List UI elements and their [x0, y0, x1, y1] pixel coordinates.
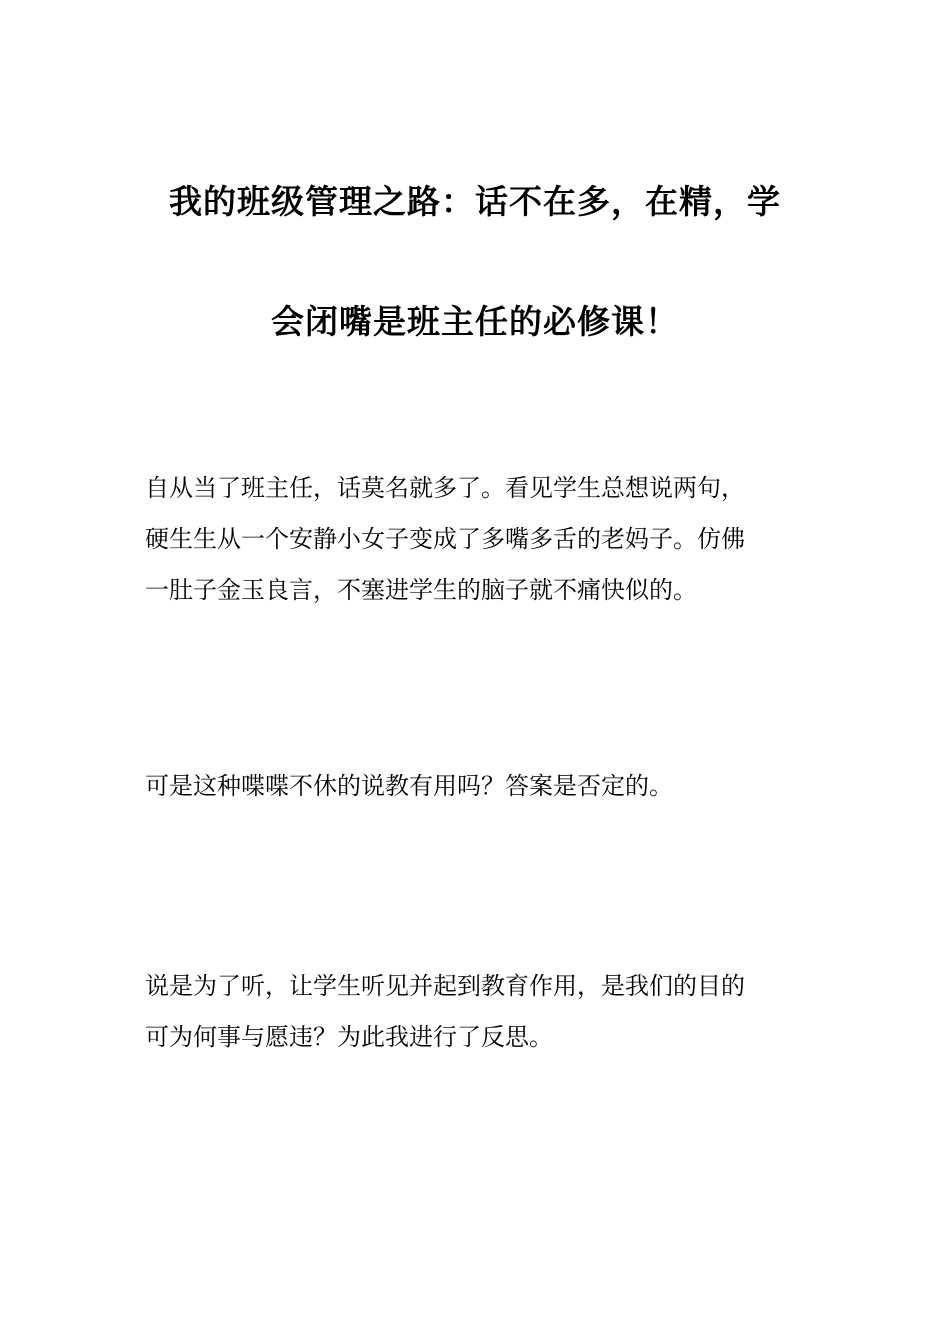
- paragraph-line: 一肚子金玉良言，不塞进学生的脑子就不痛快似的。: [145, 576, 697, 604]
- title-line-1: 我的班级管理之路：话不在多，在精，学: [169, 182, 781, 222]
- paragraph-2: [145, 761, 815, 812]
- paragraph-3: [145, 961, 815, 1063]
- paragraph-line: 自从当了班主任，话莫名就多了。看见学生总想说两句，: [145, 474, 745, 502]
- paragraph-line: 硬生生从一个安静小女子变成了多嘴多舌的老妈子。仿佛: [145, 525, 745, 553]
- paragraph-1: [145, 463, 815, 616]
- paragraph-line: 可为何事与愿违？为此我进行了反思。: [145, 1023, 553, 1051]
- paragraph-line: 说是为了听，让学生听见并起到教育作用，是我们的目的: [145, 972, 745, 1000]
- paragraph-line: 可是这种喋喋不休的说教有用吗？答案是否定的。: [145, 772, 673, 800]
- title-line-2: 会闭嘴是班主任的必修课！: [271, 302, 679, 342]
